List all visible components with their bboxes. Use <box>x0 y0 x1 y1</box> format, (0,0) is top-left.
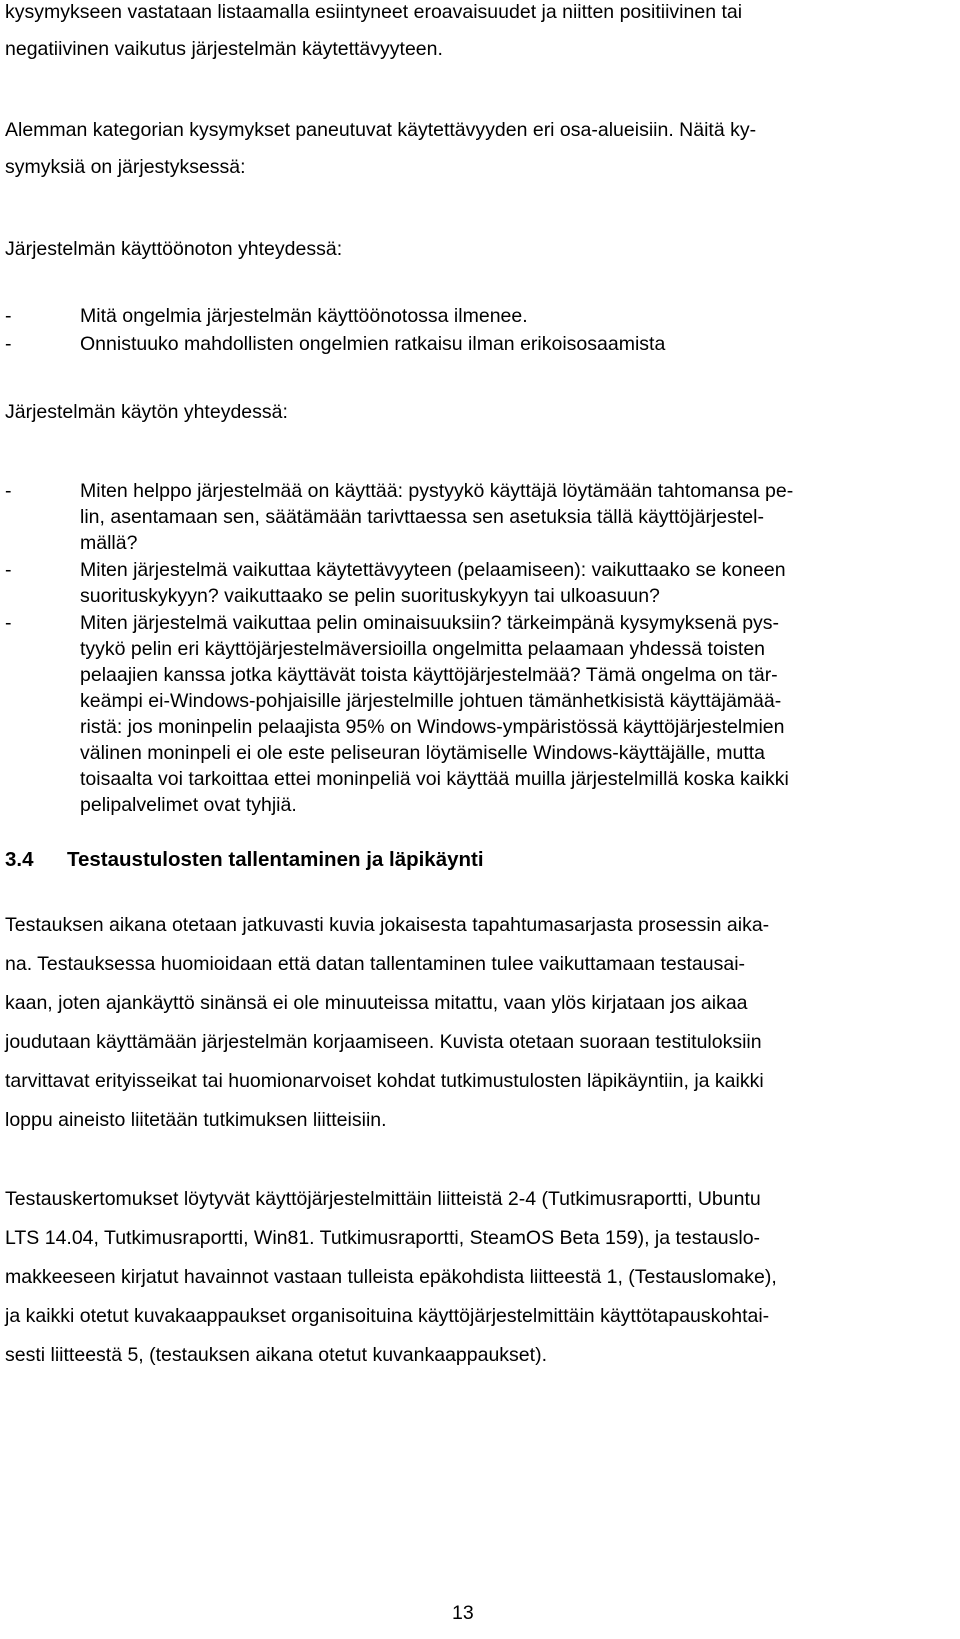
usage-item-1-line-2: lin, asentamaan sen, säätämään tarivttaessa sen asetuksia tällä käyttöjärjestel- <box>80 506 764 528</box>
usage-item-3-line-8: pelipalvelimet ovat tyhjiä. <box>80 794 297 816</box>
para1-line-2: na. Testauksessa huomioidaan että datan tallentaminen tulee vaikuttamaan testausai- <box>5 953 746 975</box>
usage-item-3-line-2: tyykö pelin eri käyttöjärjestelmäversioilla ongelmitta pelaamaan yhdessä toisten <box>80 638 766 660</box>
usage-item-1-line-3: mällä? <box>80 532 138 554</box>
usage-item-3-line-5: ristä: jos moninpelin pelaajista 95% on Windows-ympäristössä käyttöjärjestelmien <box>80 716 785 738</box>
categories-line-1: Alemman kategorian kysymykset paneutuvat käytettävyyden eri osa-alueisiin. Näitä ky- <box>5 119 757 141</box>
para1-line-1: Testauksen aikana otetaan jatkuvasti kuvia jokaisesta tapahtumasarjasta prosessin aika- <box>5 914 770 936</box>
usage-item-3-line-3: pelaajien kanssa jotka käyttävät toista käyttöjärjestelmää? Tämä ongelma on tär- <box>80 664 778 686</box>
para1-line-3: kaan, joten ajankäyttö sinänsä ei ole minuuteissa mitattu, vaan ylös kirjataan jos aikaa <box>5 992 748 1014</box>
deployment-heading: Järjestelmän käyttöönoton yhteydessä: <box>5 238 343 260</box>
section-title: Testaustulosten tallentaminen ja läpikäynti <box>67 848 484 871</box>
intro-line-2: negatiivinen vaikutus järjestelmän käytettävyyteen. <box>5 38 443 60</box>
usage-item-3-line-4: keämpi ei-Windows-pohjaisille järjestelmille johtuen tämänhetkisistä käyttäjämää- <box>80 690 782 712</box>
intro-line-1: kysymykseen vastataan listaamalla esiintyneet eroavaisuudet ja niitten positiivinen tai <box>5 1 743 23</box>
bullet-dash: - <box>5 305 12 327</box>
usage-item-2-line-1: Miten järjestelmä vaikuttaa käytettävyyteen (pelaamiseen): vaikuttaako se koneen <box>80 559 786 581</box>
para2-line-1: Testauskertomukset löytyvät käyttöjärjestelmittäin liitteistä 2-4 (Tutkimusraportti, Ubuntu <box>5 1188 761 1210</box>
para2-line-2: LTS 14.04, Tutkimusraportti, Win81. Tutkimusraportti, SteamOS Beta 159), ja testauslo- <box>5 1227 761 1249</box>
bullet-dash: - <box>5 612 12 634</box>
para2-line-5: sesti liitteestä 5, (testauksen aikana otetut kuvankaappaukset). <box>5 1344 547 1366</box>
deployment-item-2: Onnistuuko mahdollisten ongelmien ratkaisu ilman erikoisosaamista <box>80 333 666 355</box>
para1-line-6: loppu aineisto liitetään tutkimuksen liitteisiin. <box>5 1109 387 1131</box>
para2-line-4: ja kaikki otetut kuvakaappaukset organisoituina käyttöjärjestelmittäin käyttötapauskohtai- <box>5 1305 770 1327</box>
para1-line-5: tarvittavat erityisseikat tai huomionarvoiset kohdat tutkimustulosten läpikäyntiin, ja kaikki <box>5 1070 764 1092</box>
usage-heading: Järjestelmän käytön yhteydessä: <box>5 401 288 423</box>
bullet-dash: - <box>5 559 12 581</box>
section-number: 3.4 <box>5 848 34 871</box>
usage-item-3-line-1: Miten järjestelmä vaikuttaa pelin ominaisuuksiin? tärkeimpänä kysymyksenä pys- <box>80 612 780 634</box>
para1-line-4: joudutaan käyttämään järjestelmän korjaamiseen. Kuvista otetaan suoraan testituloksiin <box>5 1031 762 1053</box>
usage-item-2-line-2: suorituskykyyn? vaikuttaako se pelin suorituskykyyn tai ulkoasuun? <box>80 585 660 607</box>
usage-item-1-line-1: Miten helppo järjestelmää on käyttää: pystyykö käyttäjä löytämään tahtomansa pe- <box>80 480 794 502</box>
usage-item-3-line-6: välinen moninpeli ei ole este peliseuran löytämiselle Windows-käyttäjälle, mutta <box>80 742 766 764</box>
page-number: 13 <box>452 1602 474 1624</box>
para2-line-3: makkeeseen kirjatut havainnot vastaan tulleista epäkohdista liitteestä 1, (Testauslomake), <box>5 1266 777 1288</box>
bullet-dash: - <box>5 480 12 502</box>
categories-line-2: symyksiä on järjestyksessä: <box>5 156 246 178</box>
usage-item-3-line-7: toisaalta voi tarkoittaa ettei moninpeliä voi käyttää muilla järjestelmillä koska kaikki <box>80 768 789 790</box>
bullet-dash: - <box>5 333 12 355</box>
deployment-item-1: Mitä ongelmia järjestelmän käyttöönotossa ilmenee. <box>80 305 528 327</box>
